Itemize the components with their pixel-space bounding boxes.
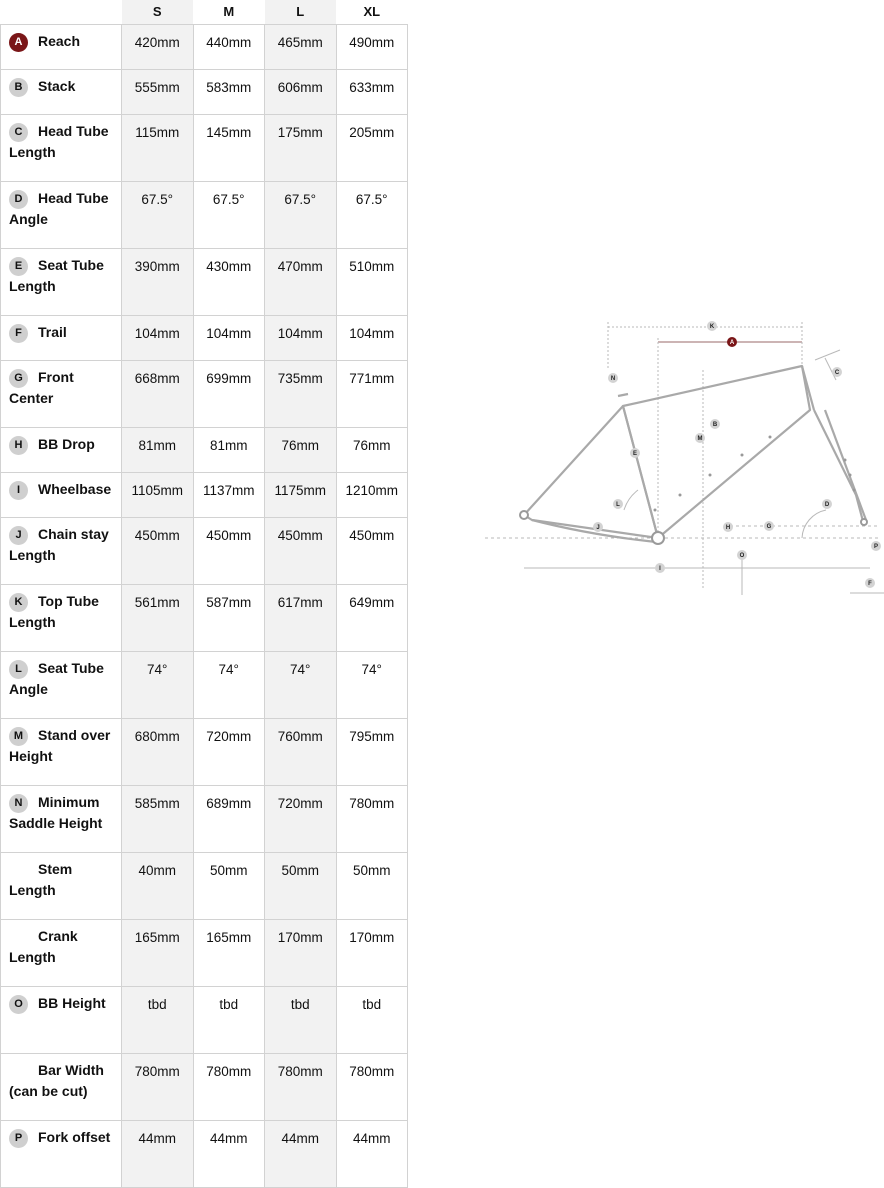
table-cell: 587mm <box>193 585 265 652</box>
table-cell: 170mm <box>265 920 337 987</box>
table-cell: 735mm <box>265 361 337 428</box>
table-cell: 780mm <box>336 786 408 853</box>
row-label <box>1 853 122 920</box>
table-cell: 780mm <box>193 1054 265 1121</box>
marker-label: A <box>729 340 735 346</box>
row-letter-badge: O <box>9 995 28 1014</box>
table-cell: 145mm <box>193 115 265 182</box>
row-label <box>1 585 122 652</box>
table-cell: 720mm <box>265 786 337 853</box>
table-cell: 699mm <box>193 361 265 428</box>
table-row <box>1 786 408 853</box>
row-label <box>1 316 122 361</box>
seat-collar <box>618 394 628 396</box>
marker-label: I <box>659 566 661 572</box>
table-row <box>1 719 408 786</box>
table-cell: 795mm <box>336 719 408 786</box>
row-letter-badge: N <box>9 794 28 813</box>
table-cell: 104mm <box>122 316 194 361</box>
row-label-text: Stack <box>38 78 76 94</box>
marker-label: G <box>766 524 772 530</box>
table-cell: 633mm <box>336 70 408 115</box>
table-row <box>1 473 408 518</box>
table-cell: 76mm <box>336 428 408 473</box>
table-cell: 165mm <box>193 920 265 987</box>
table-cell: 465mm <box>265 25 337 70</box>
table-cell: tbd <box>193 987 265 1054</box>
marker-label: L <box>616 502 620 508</box>
table-row <box>1 182 408 249</box>
row-label <box>1 518 122 585</box>
table-cell: 771mm <box>336 361 408 428</box>
table-cell: 104mm <box>193 316 265 361</box>
marker-label: E <box>632 451 638 457</box>
corner-header <box>1 0 122 25</box>
front-axle <box>861 519 867 525</box>
row-letter-badge: I <box>9 481 28 500</box>
table-row <box>1 1054 408 1121</box>
table-cell: 680mm <box>122 719 194 786</box>
row-letter-badge: G <box>9 369 28 388</box>
marker-label: P <box>873 544 879 550</box>
row-label-text: Minimum Saddle Height <box>9 794 103 831</box>
table-cell: 430mm <box>193 249 265 316</box>
table-row <box>1 25 408 70</box>
row-label <box>1 920 122 987</box>
table-cell: 170mm <box>336 920 408 987</box>
table-row <box>1 652 408 719</box>
row-label-text: Seat Tube Angle <box>9 660 104 697</box>
table-cell: 1175mm <box>265 473 337 518</box>
table-row <box>1 987 408 1054</box>
table-cell: 583mm <box>193 70 265 115</box>
table-cell: 1210mm <box>336 473 408 518</box>
table-cell: 470mm <box>265 249 337 316</box>
table-cell: 67.5° <box>193 182 265 249</box>
table-cell: 668mm <box>122 361 194 428</box>
table-cell: 76mm <box>265 428 337 473</box>
table-cell: 74° <box>265 652 337 719</box>
row-letter-badge: H <box>9 436 28 455</box>
table-cell: 760mm <box>265 719 337 786</box>
row-label <box>1 25 122 70</box>
marker-label: C <box>834 370 840 376</box>
table-cell: 780mm <box>265 1054 337 1121</box>
table-row <box>1 316 408 361</box>
row-label-text: Stem Length <box>9 861 73 898</box>
table-cell: tbd <box>265 987 337 1054</box>
table-row <box>1 361 408 428</box>
row-label-text: Fork offset <box>38 1129 111 1145</box>
table-cell: 40mm <box>122 853 194 920</box>
table-cell: 50mm <box>193 853 265 920</box>
rear-axle <box>520 511 528 519</box>
table-cell: tbd <box>122 987 194 1054</box>
row-label <box>1 652 122 719</box>
row-letter-badge: E <box>9 257 28 276</box>
table-row <box>1 1121 408 1188</box>
row-label-text: Front Center <box>9 369 74 406</box>
table-cell: 67.5° <box>336 182 408 249</box>
table-cell: 780mm <box>336 1054 408 1121</box>
marker-label: M <box>697 436 703 442</box>
size-header: L <box>265 0 337 25</box>
table-cell: 585mm <box>122 786 194 853</box>
row-letter-badge: D <box>9 190 28 209</box>
seat-tube <box>623 406 658 538</box>
table-cell: 606mm <box>265 70 337 115</box>
row-label-text: BB Drop <box>38 436 95 452</box>
row-label-text: Head Tube Length <box>9 123 109 160</box>
row-letter-badge: M <box>9 727 28 746</box>
row-letter-badge <box>9 928 28 947</box>
geometry-table <box>0 0 408 1188</box>
table-cell: 205mm <box>336 115 408 182</box>
table-cell: 450mm <box>336 518 408 585</box>
row-label <box>1 115 122 182</box>
size-header: S <box>122 0 194 25</box>
table-cell: 81mm <box>193 428 265 473</box>
frame-geometry-diagram <box>480 310 884 610</box>
table-cell: 561mm <box>122 585 194 652</box>
table-cell: tbd <box>336 987 408 1054</box>
table-cell: 420mm <box>122 25 194 70</box>
table-cell: 440mm <box>193 25 265 70</box>
marker-label: J <box>596 525 600 531</box>
row-letter-badge: L <box>9 660 28 679</box>
row-label <box>1 1054 122 1121</box>
table-cell: 165mm <box>122 920 194 987</box>
row-label <box>1 249 122 316</box>
table-cell: 720mm <box>193 719 265 786</box>
size-header-row <box>1 0 408 25</box>
row-label-text: Reach <box>38 33 81 49</box>
row-label <box>1 361 122 428</box>
table-cell: 67.5° <box>122 182 194 249</box>
table-row <box>1 853 408 920</box>
table-cell: 74° <box>336 652 408 719</box>
table-row <box>1 920 408 987</box>
row-label-text: Bar Width (can be cut) <box>9 1062 104 1099</box>
table-cell: 450mm <box>265 518 337 585</box>
row-label <box>1 987 122 1054</box>
row-label-text: Trail <box>38 324 67 340</box>
table-row <box>1 518 408 585</box>
row-label <box>1 70 122 115</box>
row-label-text: Wheelbase <box>38 481 112 497</box>
row-letter-badge <box>9 861 28 880</box>
row-letter-badge: J <box>9 526 28 545</box>
table-cell: 490mm <box>336 25 408 70</box>
row-label <box>1 719 122 786</box>
marker-label: D <box>824 502 830 508</box>
table-cell: 617mm <box>265 585 337 652</box>
size-header: XL <box>363 3 381 19</box>
row-label <box>1 473 122 518</box>
table-cell: 44mm <box>193 1121 265 1188</box>
row-label-text: Top Tube Length <box>9 593 99 630</box>
table-cell: 175mm <box>265 115 337 182</box>
row-label-text: Stand over Height <box>9 727 111 764</box>
row-label-text: BB Height <box>38 995 106 1011</box>
row-label <box>1 1121 122 1188</box>
table-cell: 104mm <box>265 316 337 361</box>
table-cell: 780mm <box>122 1054 194 1121</box>
table-row <box>1 428 408 473</box>
table-cell: 81mm <box>122 428 194 473</box>
table-cell: 450mm <box>122 518 194 585</box>
row-label-text: Seat Tube Length <box>9 257 104 294</box>
table-row <box>1 115 408 182</box>
table-cell: 689mm <box>193 786 265 853</box>
table-cell: 115mm <box>122 115 194 182</box>
row-letter-badge <box>9 1062 28 1081</box>
table-cell: 74° <box>122 652 194 719</box>
table-cell: 1105mm <box>122 473 194 518</box>
row-label-text: Chain stay Length <box>9 526 109 563</box>
marker-label: F <box>868 581 872 587</box>
row-label-text: Head Tube Angle <box>9 190 109 227</box>
table-row <box>1 70 408 115</box>
row-letter-badge: K <box>9 593 28 612</box>
bottom-bracket <box>652 532 664 544</box>
row-label-text: Crank Length <box>9 928 78 965</box>
size-header: M <box>223 3 235 19</box>
row-letter-badge: F <box>9 324 28 343</box>
marker-label: H <box>725 525 731 531</box>
table-cell: 649mm <box>336 585 408 652</box>
table-row <box>1 585 408 652</box>
table-cell: 44mm <box>122 1121 194 1188</box>
table-row <box>1 249 408 316</box>
table-cell: 50mm <box>265 853 337 920</box>
rear-triangle <box>524 406 658 538</box>
table-cell: 104mm <box>336 316 408 361</box>
row-letter-badge: P <box>9 1129 28 1148</box>
table-cell: 510mm <box>336 249 408 316</box>
marker-label: N <box>610 376 616 382</box>
table-cell: 450mm <box>193 518 265 585</box>
row-label <box>1 786 122 853</box>
fork <box>814 410 864 525</box>
table-cell: 50mm <box>336 853 408 920</box>
row-letter-badge: B <box>9 78 28 97</box>
row-letter-badge: A <box>9 33 28 52</box>
row-label <box>1 182 122 249</box>
row-letter-badge: C <box>9 123 28 142</box>
marker-label: B <box>712 422 718 428</box>
table-cell: 390mm <box>122 249 194 316</box>
table-cell: 44mm <box>265 1121 337 1188</box>
marker-label: K <box>709 324 715 330</box>
row-label <box>1 428 122 473</box>
marker-label: O <box>739 553 745 559</box>
table-cell: 67.5° <box>265 182 337 249</box>
table-cell: 555mm <box>122 70 194 115</box>
table-cell: 1137mm <box>193 473 265 518</box>
table-cell: 74° <box>193 652 265 719</box>
table-cell: 44mm <box>336 1121 408 1188</box>
